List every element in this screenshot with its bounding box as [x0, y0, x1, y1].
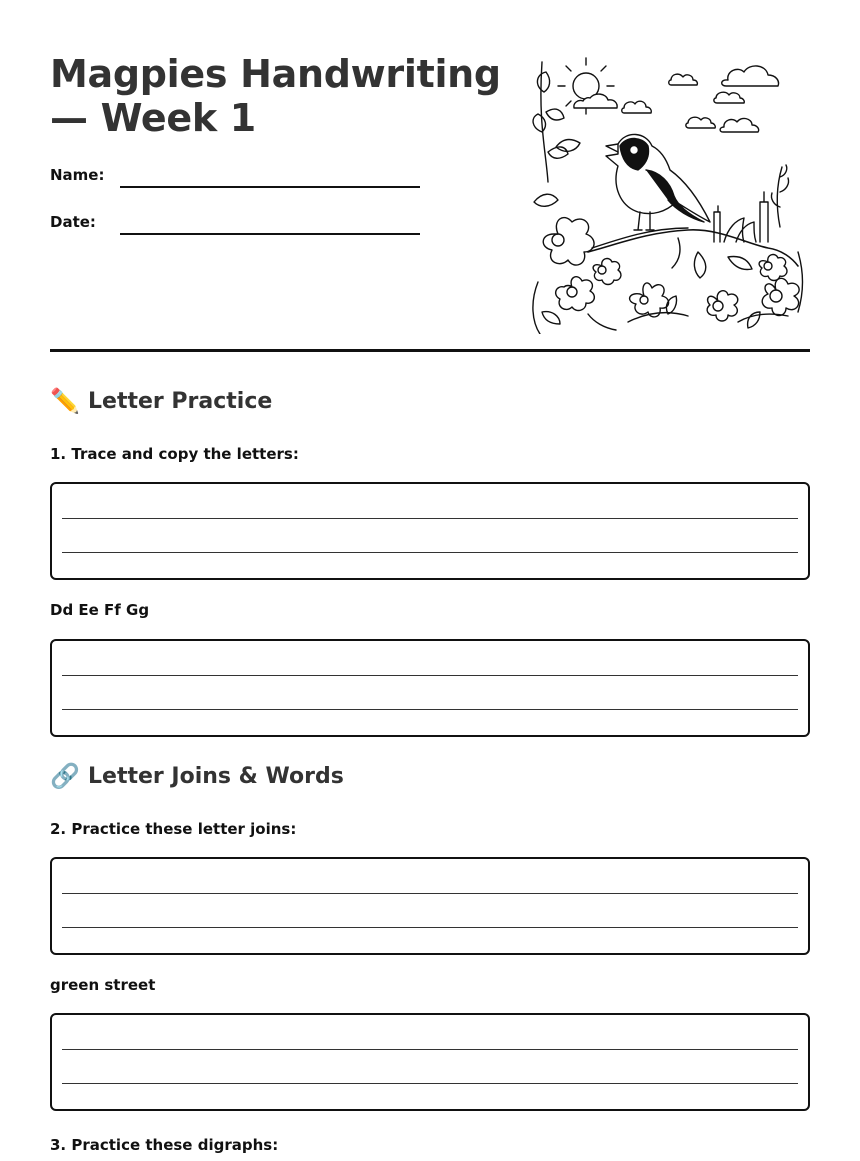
letters-example: Dd Ee Ff Gg [50, 601, 150, 619]
writing-box-words[interactable] [50, 1013, 810, 1111]
section-heading-letter-joins [50, 762, 344, 790]
worksheet-page [50, 0, 810, 1154]
prompt-letter-joins: 2. Practice these letter joins: [50, 820, 297, 838]
date-field[interactable] [120, 233, 420, 235]
guide-line [62, 1083, 798, 1084]
link-icon: 🔗 [50, 762, 80, 790]
guide-line [62, 518, 798, 519]
page-title: Magpies Handwriting — Week 1 [50, 52, 501, 140]
sun-icon [558, 58, 617, 114]
writing-box-trace[interactable] [50, 482, 810, 580]
guide-line [62, 709, 798, 710]
header-divider [50, 349, 810, 352]
writing-box-joins[interactable] [50, 857, 810, 955]
magpie-garden-illustration [528, 52, 810, 334]
flowers-icon [533, 218, 803, 334]
worksheet-header [50, 0, 810, 352]
name-field[interactable] [120, 186, 420, 188]
prompt-trace-letters: 1. Trace and copy the letters: [50, 445, 299, 463]
skyline-icon [714, 165, 789, 242]
date-label: Date: [50, 213, 96, 231]
section-heading-letter-practice [50, 387, 272, 415]
prompt-digraphs: 3. Practice these digraphs: [50, 1136, 279, 1154]
guide-line [62, 675, 798, 676]
section-title: Letter Joins & Words [88, 763, 344, 789]
guide-line [62, 1049, 798, 1050]
guide-line [62, 927, 798, 928]
guide-line [62, 552, 798, 553]
joins-example: green street [50, 976, 156, 994]
pencil-icon: ✏️ [50, 387, 80, 415]
guide-line [62, 893, 798, 894]
section-title: Letter Practice [88, 388, 273, 414]
writing-box-letters[interactable] [50, 639, 810, 737]
magpie-icon [606, 134, 710, 230]
name-label: Name: [50, 166, 105, 184]
cloud-icon [622, 66, 779, 132]
